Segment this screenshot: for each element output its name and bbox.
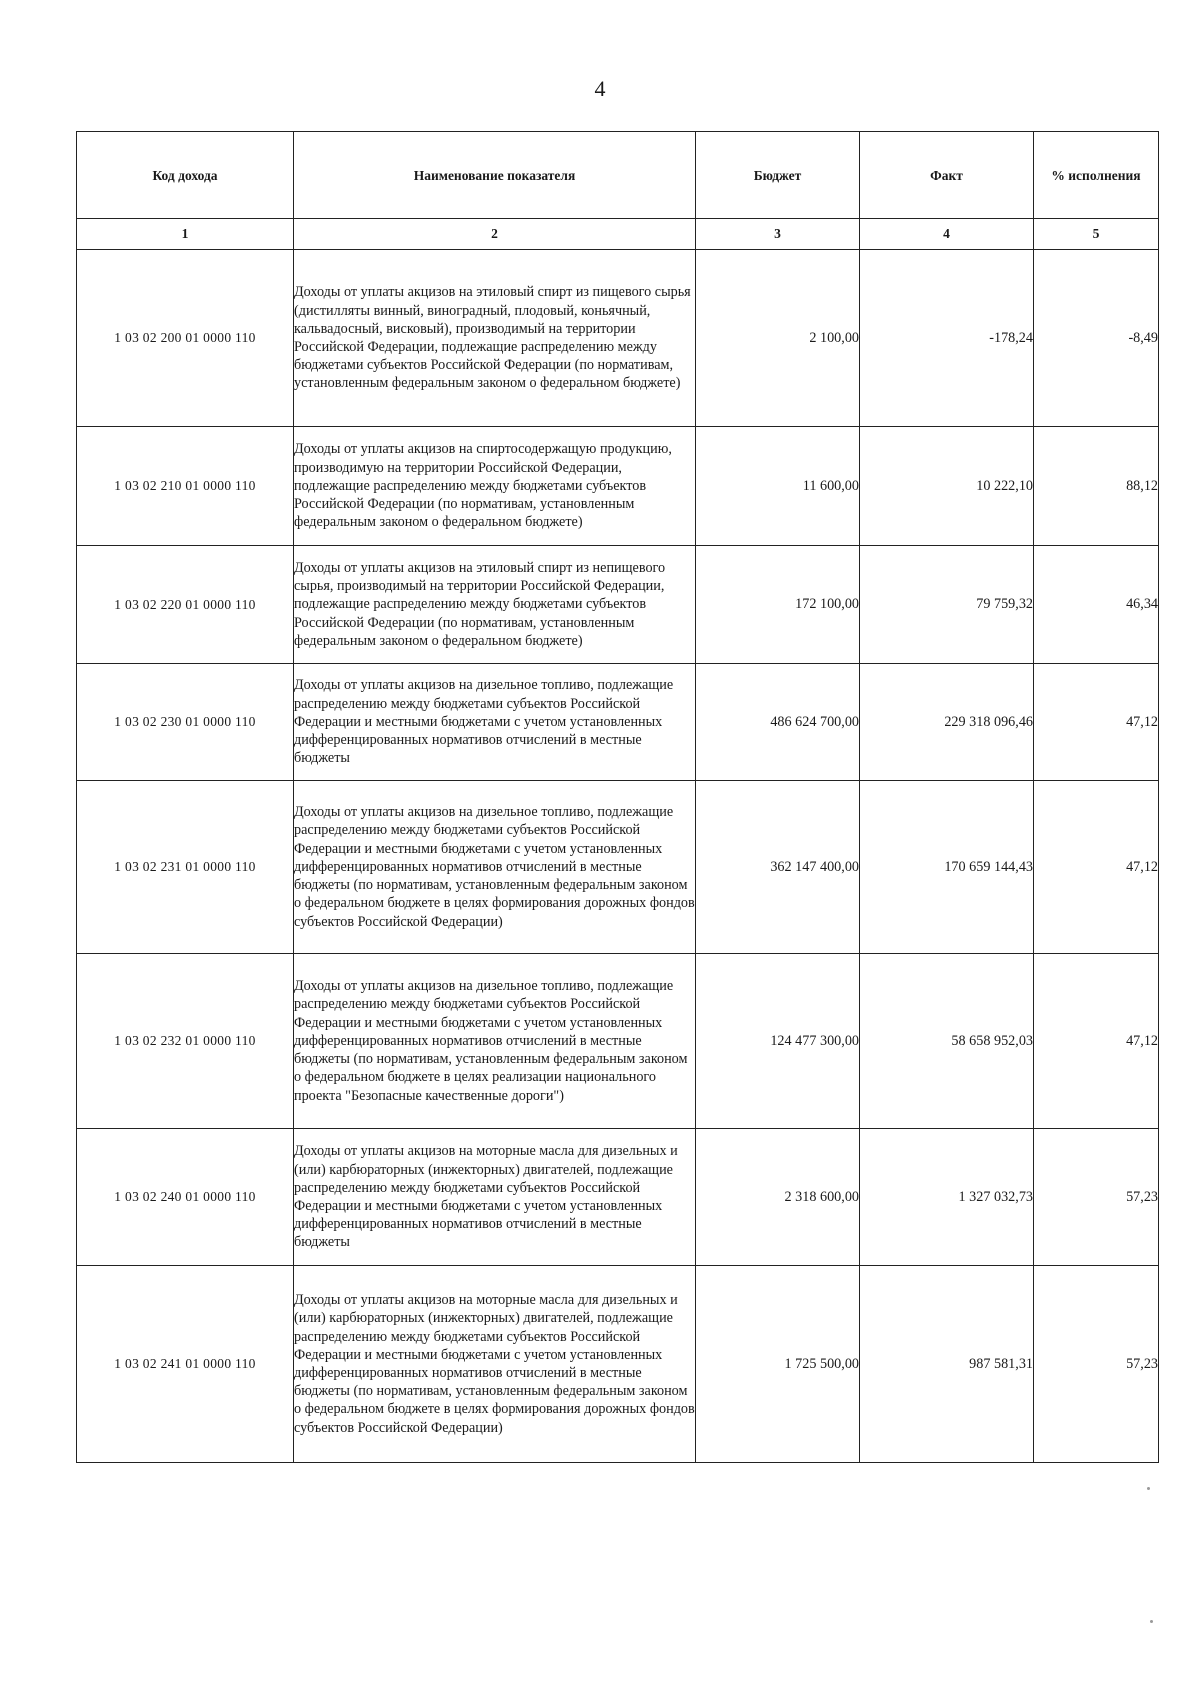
table-row (77, 781, 1159, 954)
indicator-name: Доходы от уплаты акцизов на дизельное топливо, подлежащие распределению между бюджетами субъектов Российской Федерации и местными бюджетами с учетом установленных дифференцированных нормативов отчислений в местные бюджеты (по нормативам, установленным федеральным законом о федеральном бюджете в целях реализации национального проекта "Безопасные качественные дороги") (294, 954, 696, 1129)
revenue-code: 1 03 02 210 01 0000 110 (77, 427, 294, 546)
budget-value: 2 100,00 (696, 250, 860, 427)
percent-value: 88,12 (1034, 427, 1159, 546)
budget-value: 172 100,00 (696, 546, 860, 664)
table-row (77, 1266, 1159, 1463)
revenue-code: 1 03 02 220 01 0000 110 (77, 546, 294, 664)
percent-value: 47,12 (1034, 664, 1159, 781)
revenue-table (76, 131, 1159, 1463)
percent-value: 57,23 (1034, 1266, 1159, 1463)
table-row (77, 250, 1159, 427)
fact-value: 58 658 952,03 (860, 954, 1034, 1129)
percent-value: 46,34 (1034, 546, 1159, 664)
header-fact: Факт (860, 132, 1034, 219)
header-budget: Бюджет (696, 132, 860, 219)
percent-value: 47,12 (1034, 954, 1159, 1129)
page-number: 4 (594, 76, 606, 101)
fact-value: -178,24 (860, 250, 1034, 427)
percent-value: 47,12 (1034, 781, 1159, 954)
header-code: Код дохода (77, 132, 294, 219)
scan-speck (1147, 1487, 1150, 1490)
column-number: 4 (860, 219, 1034, 250)
column-number: 2 (294, 219, 696, 250)
revenue-code: 1 03 02 240 01 0000 110 (77, 1129, 294, 1266)
header-name: Наименование показателя (294, 132, 696, 219)
column-number: 5 (1034, 219, 1159, 250)
indicator-name: Доходы от уплаты акцизов на дизельное топливо, подлежащие распределению между бюджетами субъектов Российской Федерации и местными бюджетами с учетом установленных дифференцированных нормативов отчислений в местные бюджеты (294, 664, 696, 781)
budget-value: 11 600,00 (696, 427, 860, 546)
revenue-code: 1 03 02 200 01 0000 110 (77, 250, 294, 427)
fact-value: 170 659 144,43 (860, 781, 1034, 954)
revenue-code: 1 03 02 232 01 0000 110 (77, 954, 294, 1129)
indicator-name: Доходы от уплаты акцизов на этиловый спирт из пищевого сырья (дистилляты винный, виноградный, плодовый, коньячный, кальвадосный, висковый), производимый на территории Российской Федерации, подлежащие распределению между бюджетами субъектов Российской Федерации (по нормативам, установленным федеральным законом о федеральном бюджете) (294, 250, 696, 427)
fact-value: 987 581,31 (860, 1266, 1034, 1463)
revenue-code: 1 03 02 241 01 0000 110 (77, 1266, 294, 1463)
indicator-name: Доходы от уплаты акцизов на дизельное топливо, подлежащие распределению между бюджетами субъектов Российской Федерации и местными бюджетами с учетом установленных дифференцированных нормативов отчислений в местные бюджеты (по нормативам, установленным федеральным законом о федеральном бюджете в целях формирования дорожных фондов субъектов Российской Федерации) (294, 781, 696, 954)
percent-value: 57,23 (1034, 1129, 1159, 1266)
revenue-code: 1 03 02 230 01 0000 110 (77, 664, 294, 781)
indicator-name: Доходы от уплаты акцизов на спиртосодержащую продукцию, производимую на территории Российской Федерации, подлежащие распределению между бюджетами субъектов Российской Федерации (по нормативам, установленным федеральным законом о федеральном бюджете) (294, 427, 696, 546)
budget-value: 1 725 500,00 (696, 1266, 860, 1463)
budget-value: 124 477 300,00 (696, 954, 860, 1129)
table-row (77, 546, 1159, 664)
table-row (77, 1129, 1159, 1266)
column-number-row (77, 219, 1159, 250)
budget-value: 486 624 700,00 (696, 664, 860, 781)
fact-value: 229 318 096,46 (860, 664, 1034, 781)
table-row (77, 427, 1159, 546)
revenue-code: 1 03 02 231 01 0000 110 (77, 781, 294, 954)
fact-value: 79 759,32 (860, 546, 1034, 664)
budget-value: 2 318 600,00 (696, 1129, 860, 1266)
fact-value: 10 222,10 (860, 427, 1034, 546)
header-percent: % исполнения (1034, 132, 1159, 219)
scan-speck (1150, 1620, 1153, 1623)
percent-value: -8,49 (1034, 250, 1159, 427)
budget-value: 362 147 400,00 (696, 781, 860, 954)
fact-value: 1 327 032,73 (860, 1129, 1034, 1266)
column-number: 1 (77, 219, 294, 250)
table-row (77, 954, 1159, 1129)
indicator-name: Доходы от уплаты акцизов на моторные масла для дизельных и (или) карбюраторных (инжекторных) двигателей, подлежащие распределению между бюджетами субъектов Российской Федерации и местными бюджетами с учетом установленных дифференцированных нормативов отчислений в местные бюджеты (по нормативам, установленным федеральным законом о федеральном бюджете в целях формирования дорожных фондов субъектов Российской Федерации) (294, 1266, 696, 1463)
table-header-row (77, 132, 1159, 219)
column-number: 3 (696, 219, 860, 250)
indicator-name: Доходы от уплаты акцизов на моторные масла для дизельных и (или) карбюраторных (инжекторных) двигателей, подлежащие распределению между бюджетами субъектов Российской Федерации и местными бюджетами с учетом установленных дифференцированных нормативов отчислений в местные бюджеты (294, 1129, 696, 1266)
table-row (77, 664, 1159, 781)
indicator-name: Доходы от уплаты акцизов на этиловый спирт из непищевого сырья, производимый на территории Российской Федерации, подлежащие распределению между бюджетами субъектов Российской Федерации (по нормативам, установленным федеральным законом о федеральном бюджете) (294, 546, 696, 664)
